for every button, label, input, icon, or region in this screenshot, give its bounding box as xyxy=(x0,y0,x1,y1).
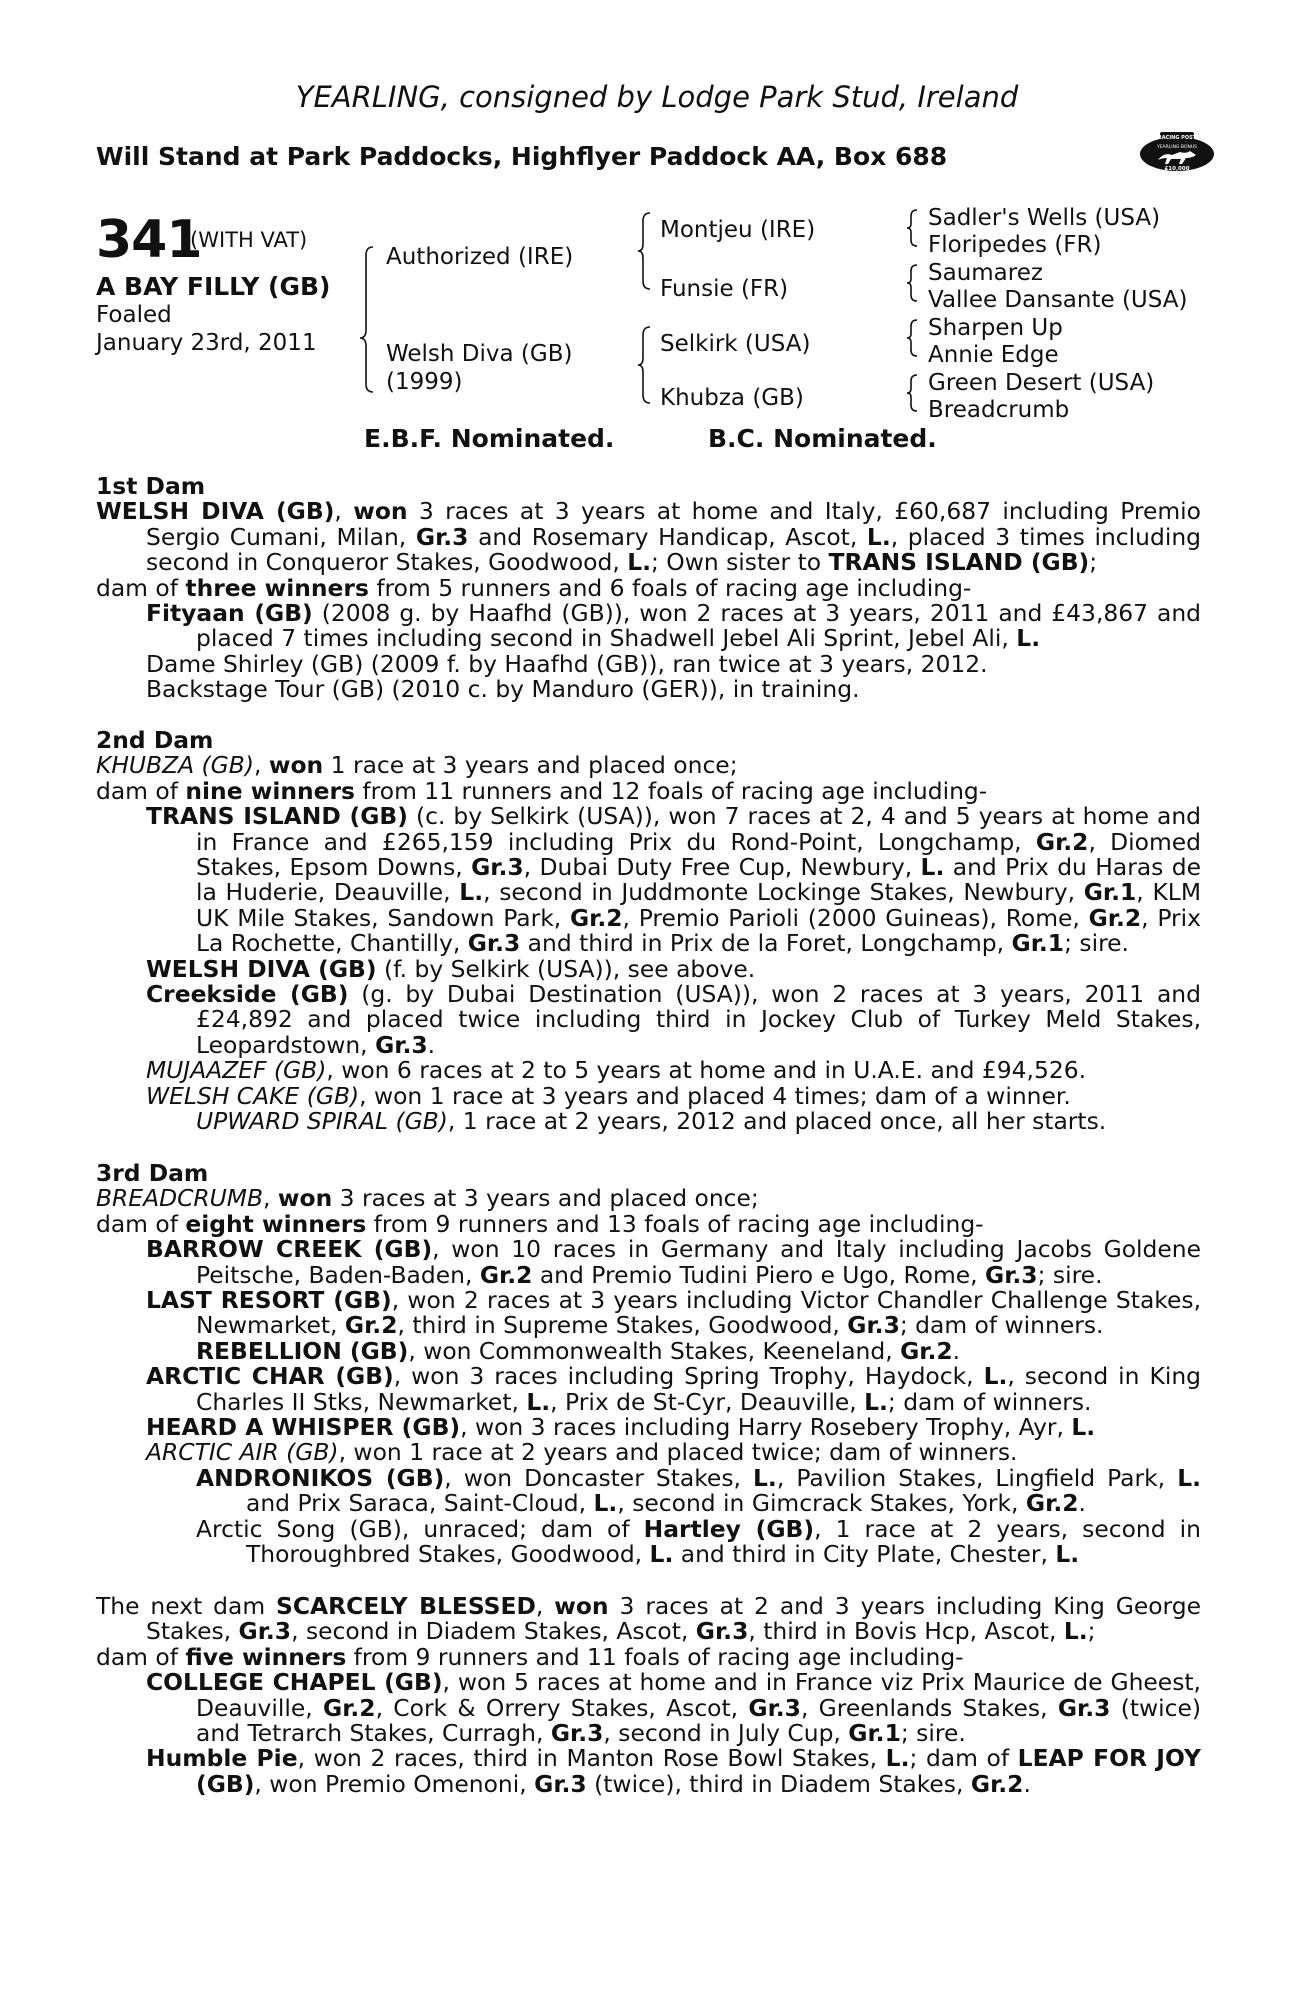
dam-record xyxy=(96,1186,1201,1211)
text-run: Gr.2 xyxy=(900,1336,953,1365)
text-run: (g. by Dubai Destination (USA)), won 2 races at 3 years, 2011 and £24,892 and placed twice including third in Jockey Club of Turkey Meld Stakes, Leopardstown, xyxy=(196,980,1201,1059)
produce-entry xyxy=(96,954,1201,983)
text-run: WELSH CAKE (GB) xyxy=(146,1081,360,1110)
second-dam-section xyxy=(96,728,1201,1135)
text-run: . xyxy=(427,1030,436,1059)
text-run: and Rosemary Handicap, Ascot, xyxy=(468,522,867,551)
text-run: , won 1 race at 2 years and placed twice; dam of winners. xyxy=(338,1438,1018,1467)
text-run: , Prix de St-Cyr, Deauville, xyxy=(550,1387,865,1416)
horse-description: A BAY FILLY (GB) xyxy=(96,272,331,301)
text-run: Dame Shirley (GB) (2009 f. by Haafhd (GB)), ran twice at 3 years, 2012. xyxy=(146,649,988,678)
text-run: TRANS ISLAND (GB) xyxy=(828,548,1090,577)
text-run: . xyxy=(1023,1769,1031,1798)
first-dam-section xyxy=(96,474,1201,703)
sd-sire: Saumarez xyxy=(928,260,1043,286)
text-run: L. xyxy=(1063,1617,1088,1646)
text-run: (f. by Selkirk (USA)), see above. xyxy=(376,954,756,983)
text-run: Gr.1 xyxy=(1011,929,1065,958)
text-run: nine winners xyxy=(185,776,355,805)
text-run: . xyxy=(952,1336,961,1365)
text-run: Gr.3 xyxy=(467,929,521,958)
text-run: ; sire. xyxy=(900,1719,966,1748)
text-run: , 1 race at 2 years, 2012 and placed once, all her starts. xyxy=(447,1107,1107,1136)
text-run: ; sire. xyxy=(1064,929,1129,958)
text-run: ; sire. xyxy=(1037,1260,1103,1289)
produce-entry xyxy=(96,1058,1201,1083)
produce-entry xyxy=(96,1288,1201,1339)
text-run: Fityaan (GB) xyxy=(146,599,313,628)
badge-mid-text: YEARLING BONUS xyxy=(1157,145,1197,150)
text-run: ; dam of winners. xyxy=(887,1387,1092,1416)
dam-record xyxy=(96,499,1201,575)
text-run: HEARD A WHISPER (GB) xyxy=(146,1413,461,1442)
section-heading: 3rd Dam xyxy=(96,1159,209,1187)
lot-number: 341 xyxy=(96,210,202,270)
produce-entry xyxy=(96,1514,1201,1569)
text-run: ; xyxy=(1087,1617,1096,1646)
text-run: , second in Diadem Stakes, Ascot, xyxy=(291,1617,696,1646)
ds-sire: Sharpen Up xyxy=(928,315,1063,341)
text-run: Backstage Tour (GB) (2010 c. by Manduro (GER)), in training. xyxy=(146,675,860,704)
text-run: L. xyxy=(920,853,945,882)
dam-record xyxy=(96,1594,1201,1645)
text-run: , second in King Charles II Stks, Newmarket, xyxy=(196,1362,1201,1416)
text-run: L. xyxy=(753,1463,777,1492)
text-run: Gr.2 xyxy=(569,903,623,932)
text-run: L. xyxy=(1016,624,1041,653)
text-run: and third in City Plate, Chester, xyxy=(673,1540,1056,1569)
ss-sire: Sadler's Wells (USA) xyxy=(928,205,1161,231)
dam-year: (1999) xyxy=(386,369,463,395)
text-run: , xyxy=(334,497,354,526)
text-run: Gr.2 xyxy=(970,1769,1024,1798)
text-run: KHUBZA (GB) xyxy=(96,751,254,780)
text-run: ; dam of xyxy=(909,1744,1018,1773)
produce-summary xyxy=(96,776,1201,805)
text-run: Arctic Song (GB), unraced; dam of xyxy=(196,1514,644,1543)
text-run: ARCTIC AIR (GB) xyxy=(146,1438,339,1467)
text-run: Gr.3 xyxy=(847,1311,900,1340)
text-run: BARROW CREEK (GB) xyxy=(146,1235,433,1264)
text-run: won xyxy=(554,1592,609,1620)
text-run: , second in July Cup, xyxy=(603,1719,849,1748)
text-run: WELSH DIVA (GB) xyxy=(146,954,377,983)
text-run: , placed 3 times including second in Conqueror Stakes, Goodwood, xyxy=(146,522,1201,577)
produce-summary xyxy=(96,573,1201,602)
produce-entry xyxy=(96,1746,1201,1797)
text-run: dam of xyxy=(96,776,186,805)
text-run: Gr.2 xyxy=(323,1693,376,1722)
text-run: from 9 runners and 11 foals of racing age including- xyxy=(346,1642,964,1671)
produce-entry xyxy=(96,649,1201,678)
text-run: , won Doncaster Stakes, xyxy=(444,1463,754,1492)
text-run: Gr.2 xyxy=(1088,903,1142,932)
text-run: Gr.1 xyxy=(848,1719,901,1748)
text-run: (c. by Selkirk (USA)), won 7 races at 2, 4 and 5 years at home and in France and £265,159 including Prix du Rond-Point, Longchamp, xyxy=(196,802,1201,856)
produce-entry xyxy=(96,1670,1201,1746)
text-run: WELSH DIVA (GB) xyxy=(96,497,335,526)
text-run: Gr.3 xyxy=(985,1260,1038,1289)
third-dam-section xyxy=(96,1161,1201,1568)
produce-entry xyxy=(96,1440,1201,1465)
text-run: Gr.3 xyxy=(238,1617,292,1646)
produce-summary xyxy=(96,1209,1201,1238)
text-run: Gr.3 xyxy=(695,1617,749,1646)
text-run: , Prix La Rochette, Chantilly, xyxy=(196,903,1201,958)
text-run: , won 1 race at 3 years and placed 4 times; dam of a winner. xyxy=(359,1081,1071,1110)
text-run: , Greenlands Stakes, xyxy=(800,1693,1058,1722)
dd-dam: Breadcrumb xyxy=(928,397,1070,423)
dam-dam: Khubza (GB) xyxy=(660,385,804,411)
text-run: (twice), third in Diadem Stakes, xyxy=(586,1769,971,1798)
text-run: , won Commonwealth Stakes, Keeneland, xyxy=(408,1336,901,1365)
text-run: Creekside (GB) xyxy=(146,980,349,1009)
text-run: L. xyxy=(864,1387,888,1416)
text-run: , won 3 races including Harry Rosebery Trophy, Ayr, xyxy=(460,1413,1072,1442)
produce-entry xyxy=(96,1081,1201,1110)
produce-entry xyxy=(96,677,1201,702)
text-run: L. xyxy=(1071,1413,1096,1442)
text-run: 1 race at 3 years and placed once; xyxy=(323,751,738,780)
produce-entry xyxy=(96,804,1201,956)
text-run: L. xyxy=(459,878,484,907)
text-run: MUJAAZEF (GB) xyxy=(146,1056,327,1085)
text-run: BREADCRUMB xyxy=(96,1184,264,1213)
text-run: Gr.3 xyxy=(550,1719,604,1748)
text-run: Gr.2 xyxy=(1035,827,1089,856)
text-run: (2008 g. by Haafhd (GB)), won 2 races at 3 years, 2011 and £43,867 and placed 7 times including second in Shadwell Jebel Ali Sprint, Jebel Ali, xyxy=(196,599,1201,653)
dam-record xyxy=(96,753,1201,778)
text-run: , won 10 races in Germany and Italy including Jacobs Goldene Peitsche, Baden-Baden, xyxy=(196,1235,1201,1289)
text-run: dam of xyxy=(96,573,186,602)
text-run: , Pavilion Stakes, Lingfield Park, xyxy=(776,1463,1178,1492)
text-run: , won 2 races at 3 years including Victor Chandler Challenge Stakes, Newmarket, xyxy=(196,1286,1202,1340)
text-run: Gr.3 xyxy=(1057,1693,1111,1722)
produce-entry xyxy=(96,1364,1201,1415)
text-run: Humble Pie xyxy=(146,1744,298,1773)
text-run: from 11 runners and 12 foals of racing age including- xyxy=(354,776,988,805)
text-run: L. xyxy=(627,548,651,577)
text-run: 3 races at 3 years at home and Italy, £60,687 including Premio Sergio Cumani, Milan, xyxy=(146,497,1201,551)
section-heading: 1st Dam xyxy=(96,472,206,500)
text-run: Gr.3 xyxy=(534,1769,587,1798)
text-run: , KLM UK Mile Stakes, Sandown Park, xyxy=(196,878,1201,932)
text-run: won xyxy=(268,751,324,780)
bc-nomination: B.C. Nominated. xyxy=(708,424,937,453)
dam-sire: Selkirk (USA) xyxy=(660,331,811,357)
text-run: L. xyxy=(593,1489,618,1518)
produce-entry xyxy=(96,1463,1201,1518)
text-run: ; dam of winners. xyxy=(899,1311,1104,1340)
text-run: Gr.3 xyxy=(748,1693,801,1722)
text-run: from 9 runners and 13 foals of racing age including- xyxy=(366,1209,984,1238)
text-run: , Diomed Stakes, Epsom Downs, xyxy=(196,827,1201,882)
text-run: , 1 race at 2 years, second in Thoroughbred Stakes, Goodwood, xyxy=(246,1514,1201,1569)
text-run: TRANS ISLAND (GB) xyxy=(146,802,408,831)
produce-entry xyxy=(96,1109,1201,1134)
text-run: and Premio Tudini Piero e Ugo, Rome, xyxy=(532,1260,986,1289)
text-run: , second in Juddmonte Lockinge Stakes, Newbury, xyxy=(483,878,1084,907)
section-heading: 2nd Dam xyxy=(96,726,214,754)
text-run: L. xyxy=(649,1540,674,1569)
sd-dam: Vallee Dansante (USA) xyxy=(928,287,1188,313)
produce-entry xyxy=(96,1415,1201,1440)
text-run: , won 3 races including Spring Trophy, Haydock, xyxy=(393,1362,984,1391)
produce-entry xyxy=(96,1336,1201,1365)
text-run: , won 6 races at 2 to 5 years at home and in U.A.E. and £94,526. xyxy=(326,1056,1087,1085)
badge-top-text: RACING POST xyxy=(1157,135,1197,141)
text-run: five winners xyxy=(185,1642,347,1671)
text-run: ; xyxy=(1089,548,1098,577)
text-run: and Prix Saraca, Saint-Cloud, xyxy=(246,1489,594,1518)
stand-location: Will Stand at Park Paddocks, Highflyer Paddock AA, Box 688 xyxy=(96,142,948,171)
text-run: Gr.3 xyxy=(375,1030,428,1059)
text-run: L. xyxy=(983,1362,1008,1391)
text-run: L. xyxy=(885,1744,910,1773)
catalogue-subtitle: YEARLING, consigned by Lodge Park Stud, Ireland xyxy=(295,80,1019,114)
produce-entry xyxy=(96,982,1201,1058)
text-run: , xyxy=(535,1592,555,1620)
text-run: , third in Supreme Stakes, Goodwood, xyxy=(397,1311,848,1340)
text-run: , won 5 races at home and in France viz Prix Maurice de Gheest, Deauville, xyxy=(196,1668,1201,1722)
text-run: and third in Prix de la Foret, Longchamp, xyxy=(520,929,1012,958)
text-run: Gr.3 xyxy=(471,853,524,882)
text-run: L. xyxy=(526,1387,551,1416)
text-run: Gr.2 xyxy=(344,1311,398,1340)
text-run: , won 2 races, third in Manton Rose Bowl Stakes, xyxy=(297,1744,886,1773)
text-run: UPWARD SPIRAL (GB) xyxy=(196,1107,448,1136)
text-run: , Dubai Duty Free Cup, Newbury, xyxy=(523,853,921,882)
text-run: The next dam xyxy=(96,1592,277,1620)
foaled-label: Foaled xyxy=(96,302,172,328)
text-run: LAST RESORT (GB) xyxy=(146,1286,392,1315)
text-run: , xyxy=(253,751,269,780)
foaled-date: January 23rd, 2011 xyxy=(96,330,317,356)
ds-dam: Annie Edge xyxy=(928,342,1059,368)
text-run: 3 races at 2 and 3 years including King George Stakes, xyxy=(146,1592,1201,1646)
text-run: Gr.2 xyxy=(1025,1489,1079,1518)
text-run: (twice) and Tetrarch Stakes, Curragh, xyxy=(196,1693,1201,1748)
text-run: Gr.2 xyxy=(479,1260,533,1289)
text-run: , Premio Parioli (2000 Guineas), Rome, xyxy=(622,903,1089,932)
text-run: dam of xyxy=(96,1642,186,1671)
text-run: L. xyxy=(1055,1540,1080,1569)
sire: Authorized (IRE) xyxy=(386,244,574,270)
text-run: , xyxy=(263,1184,278,1213)
text-run: L. xyxy=(1177,1463,1201,1492)
text-run: SCARCELY BLESSED xyxy=(276,1592,536,1620)
sire-sire: Montjeu (IRE) xyxy=(660,217,816,243)
text-run: Gr.1 xyxy=(1083,878,1137,907)
text-run: LEAP FOR JOY (GB) xyxy=(196,1744,1201,1798)
text-run: from 5 runners and 6 foals of racing age including- xyxy=(368,573,972,602)
text-run: Hartley (GB) xyxy=(643,1514,815,1543)
text-run: dam of xyxy=(96,1209,186,1238)
text-run: , second in Gimcrack Stakes, York, xyxy=(617,1489,1026,1518)
text-run: 3 races at 3 years and placed once; xyxy=(332,1184,759,1213)
produce-entry xyxy=(96,1237,1201,1288)
text-run: Gr.3 xyxy=(415,522,469,551)
text-run: , third in Bovis Hcp, Ascot, xyxy=(748,1617,1064,1646)
text-run: COLLEGE CHAPEL (GB) xyxy=(146,1668,443,1697)
badge-value-text: £10,000 xyxy=(1164,166,1190,172)
text-run: won xyxy=(353,497,408,526)
text-run: and Prix du Haras de la Huderie, Deauville, xyxy=(196,853,1201,907)
dam: Welsh Diva (GB) xyxy=(386,341,573,367)
text-run: ; Own sister to xyxy=(650,548,829,577)
sire-dam: Funsie (FR) xyxy=(660,276,789,302)
produce-summary xyxy=(96,1642,1201,1671)
text-run: ANDRONIKOS (GB) xyxy=(196,1463,445,1492)
text-run: eight winners xyxy=(185,1209,367,1238)
dd-sire: Green Desert (USA) xyxy=(928,370,1155,396)
produce-entry xyxy=(96,601,1201,652)
text-run: won xyxy=(277,1184,333,1213)
next-dam-section xyxy=(96,1594,1201,1797)
text-run: , Cork & Orrery Stakes, Ascot, xyxy=(375,1693,749,1722)
text-run: , won Premio Omenoni, xyxy=(254,1769,535,1798)
ss-dam: Floripedes (FR) xyxy=(928,232,1102,258)
text-run: ARCTIC CHAR (GB) xyxy=(146,1362,394,1391)
vat-note: (WITH VAT) xyxy=(190,228,308,252)
text-run: . xyxy=(1078,1489,1086,1518)
ebf-nomination: E.B.F. Nominated. xyxy=(364,424,615,453)
text-run: three winners xyxy=(185,573,369,602)
text-run: REBELLION (GB) xyxy=(196,1336,409,1365)
text-run: L. xyxy=(866,522,891,551)
